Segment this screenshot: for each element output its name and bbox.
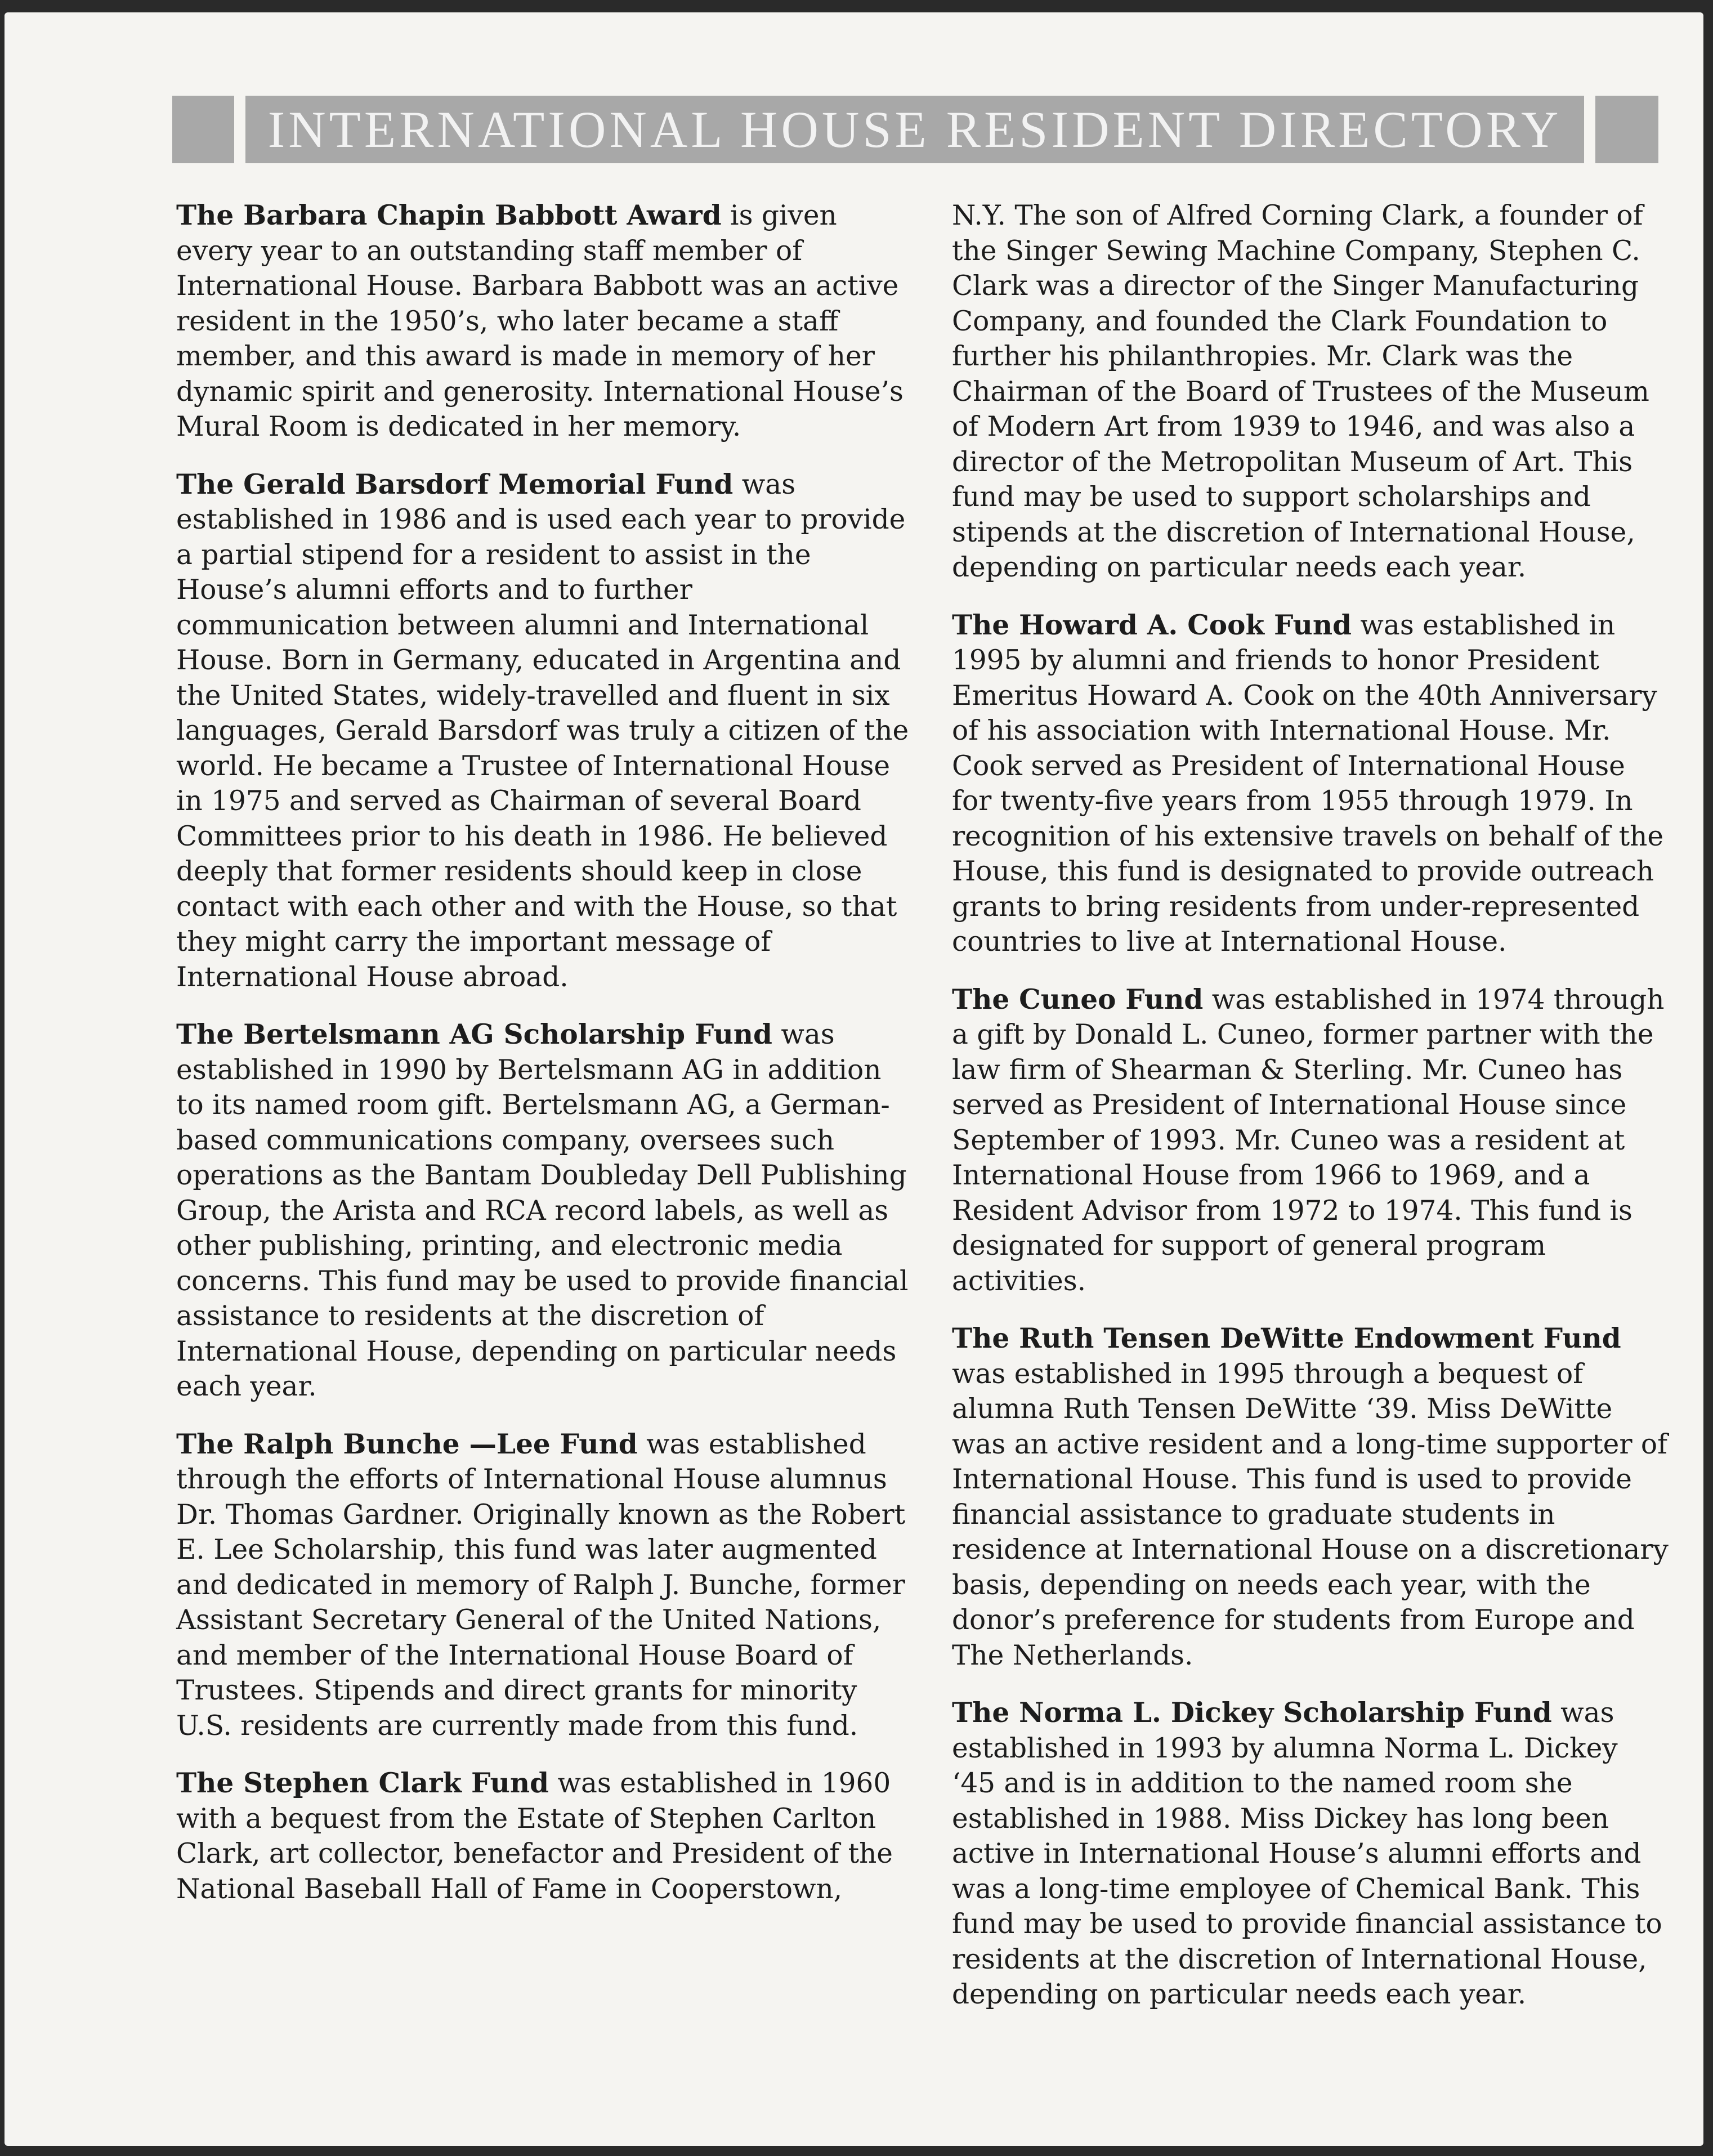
fund-name: The Cuneo Fund	[952, 983, 1204, 1016]
fund-entry-barsdorf	[176, 467, 914, 995]
fund-entry-bunche-lee	[176, 1427, 914, 1744]
fund-description: N.Y. The son of Alfred Corning Clark, a founder of the Singer Sewing Machine Company, Stephen C. Clark was a director of the Singer Manufacturing Company, and founded the Clark Foundation to further his philanthropies. Mr. Clark was the Chairman of the Board of Trustees of the Museum of Modern Art from 1939 to 1946, and was also a director of the Metropolitan Museum of Art. This fund may be used to support scholarships and stipends at the discretion of International House, depending on particular needs each year.	[952, 200, 1649, 583]
fund-name: The Barbara Chapin Babbott Award	[176, 199, 722, 231]
fund-description: was established in 1995 through a bequest of alumna Ruth Tensen DeWitte ‘39. Miss DeWitte was an active resident and a long-time supporter of International House. This fund is used to provide financial assistance to graduate students in residence at International House on a discretionary basis, depending on needs each year, with the donor’s preference for students from Europe and The Netherlands.	[952, 1358, 1669, 1671]
fund-name: The Ralph Bunche —Lee Fund	[176, 1428, 638, 1460]
fund-description: is given every year to an outstanding staff member of International House. Barbara Babbott was an active resident in the 1950’s, who later became a staff member, and this award is made in memory of her dynamic spirit and generosity. International House’s Mural Room is dedicated in her memory.	[176, 200, 904, 442]
header-bar-main	[245, 96, 1584, 163]
fund-description: was established in 1993 by alumna Norma L. Dickey ‘45 and is in addition to the named room she established in 1988. Miss Dickey has long been active in International House’s alumni efforts and was a long-time employee of Chemical Bank. This fund may be used to provide financial assistance to residents at the discretion of International House, depending on particular needs each year.	[952, 1697, 1662, 2010]
fund-name: The Norma L. Dickey Scholarship Fund	[952, 1697, 1552, 1729]
fund-entry-clark	[176, 1766, 914, 1907]
fund-description: was established in 1974 through a gift by Donald L. Cuneo, former partner with the law firm of Shearman & Sterling. Mr. Cuneo has served as President of International House since September of 1993. Mr. Cuneo was a resident at International House from 1966 to 1969, and a Resident Advisor from 1972 to 1974. This fund is designated for support of general program activities.	[952, 983, 1665, 1297]
fund-entry-babbott	[176, 198, 914, 445]
fund-entry-bertelsmann	[176, 1017, 914, 1404]
fund-description: was established in 1960 with a bequest from the Estate of Stephen Carlton Clark, art collector, benefactor and President of the National Baseball Hall of Fame in Cooperstown,	[176, 1768, 893, 1905]
fund-description: was established through the efforts of International House alumnus Dr. Thomas Gardner. Originally known as the Robert E. Lee Scholarship, this fund was later augmented and dedicated in memory of Ralph J. Bunche, former Assistant Secretary General of the United Nations, and member of the International House Board of Trustees. Stipends and direct grants for minority U.S. residents are currently made from this fund.	[176, 1428, 906, 1742]
page-title: INTERNATIONAL HOUSE RESIDENT DIRECTORY	[267, 101, 1562, 158]
fund-description: was established in 1995 by alumni and friends to honor President Emeritus Howard A. Cook on the 40th Anniversary of his association with International House. Mr. Cook served as President of International House for twenty-five years from 1955 through 1979. In recognition of his extensive travels on behalf of the House, this fund is designated to provide outreach grants to bring residents from under-represented countries to live at International House.	[952, 609, 1664, 958]
left-column	[176, 198, 914, 1929]
header-bar-right	[1595, 96, 1658, 163]
fund-description: was established in 1986 and is used each year to provide a partial stipend for a resident to assist in the House’s alumni efforts and to further communication between alumni and International House. Born in Germany, educated in Argentina and the United States, widely-travelled and fluent in six languages, Gerald Barsdorf was truly a citizen of the world. He became a Trustee of International House in 1975 and served as Chairman of several Board Committees prior to his death in 1986. He believed deeply that former residents should keep in close contact with each other and with the House, so that they might carry the important message of International House abroad.	[176, 468, 909, 993]
fund-entry-cuneo	[952, 982, 1670, 1299]
fund-name: The Gerald Barsdorf Memorial Fund	[176, 468, 733, 500]
fund-entry-clark-continued	[952, 198, 1670, 585]
right-column	[952, 198, 1670, 2035]
fund-name: The Ruth Tensen DeWitte Endowment Fund	[952, 1322, 1621, 1354]
document-page	[5, 12, 1703, 2146]
fund-name: The Bertelsmann AG Scholarship Fund	[176, 1018, 772, 1050]
fund-name: The Stephen Clark Fund	[176, 1767, 549, 1799]
fund-entry-cook	[952, 608, 1670, 960]
fund-entry-dewitte	[952, 1321, 1670, 1673]
fund-entry-dickey	[952, 1696, 1670, 2012]
fund-description: was established in 1990 by Bertelsmann AG in addition to its named room gift. Bertelsmann AG, a German-based communications company, oversees such operations as the Bantam Doubleday Dell Publishing Group, the Arista and RCA record labels, as well as other publishing, printing, and electronic media concerns. This fund may be used to provide financial assistance to residents at the discretion of International House, depending on particular needs each year.	[176, 1019, 909, 1402]
header-band	[172, 96, 1658, 163]
header-bar-left	[172, 96, 234, 163]
fund-name: The Howard A. Cook Fund	[952, 609, 1352, 641]
